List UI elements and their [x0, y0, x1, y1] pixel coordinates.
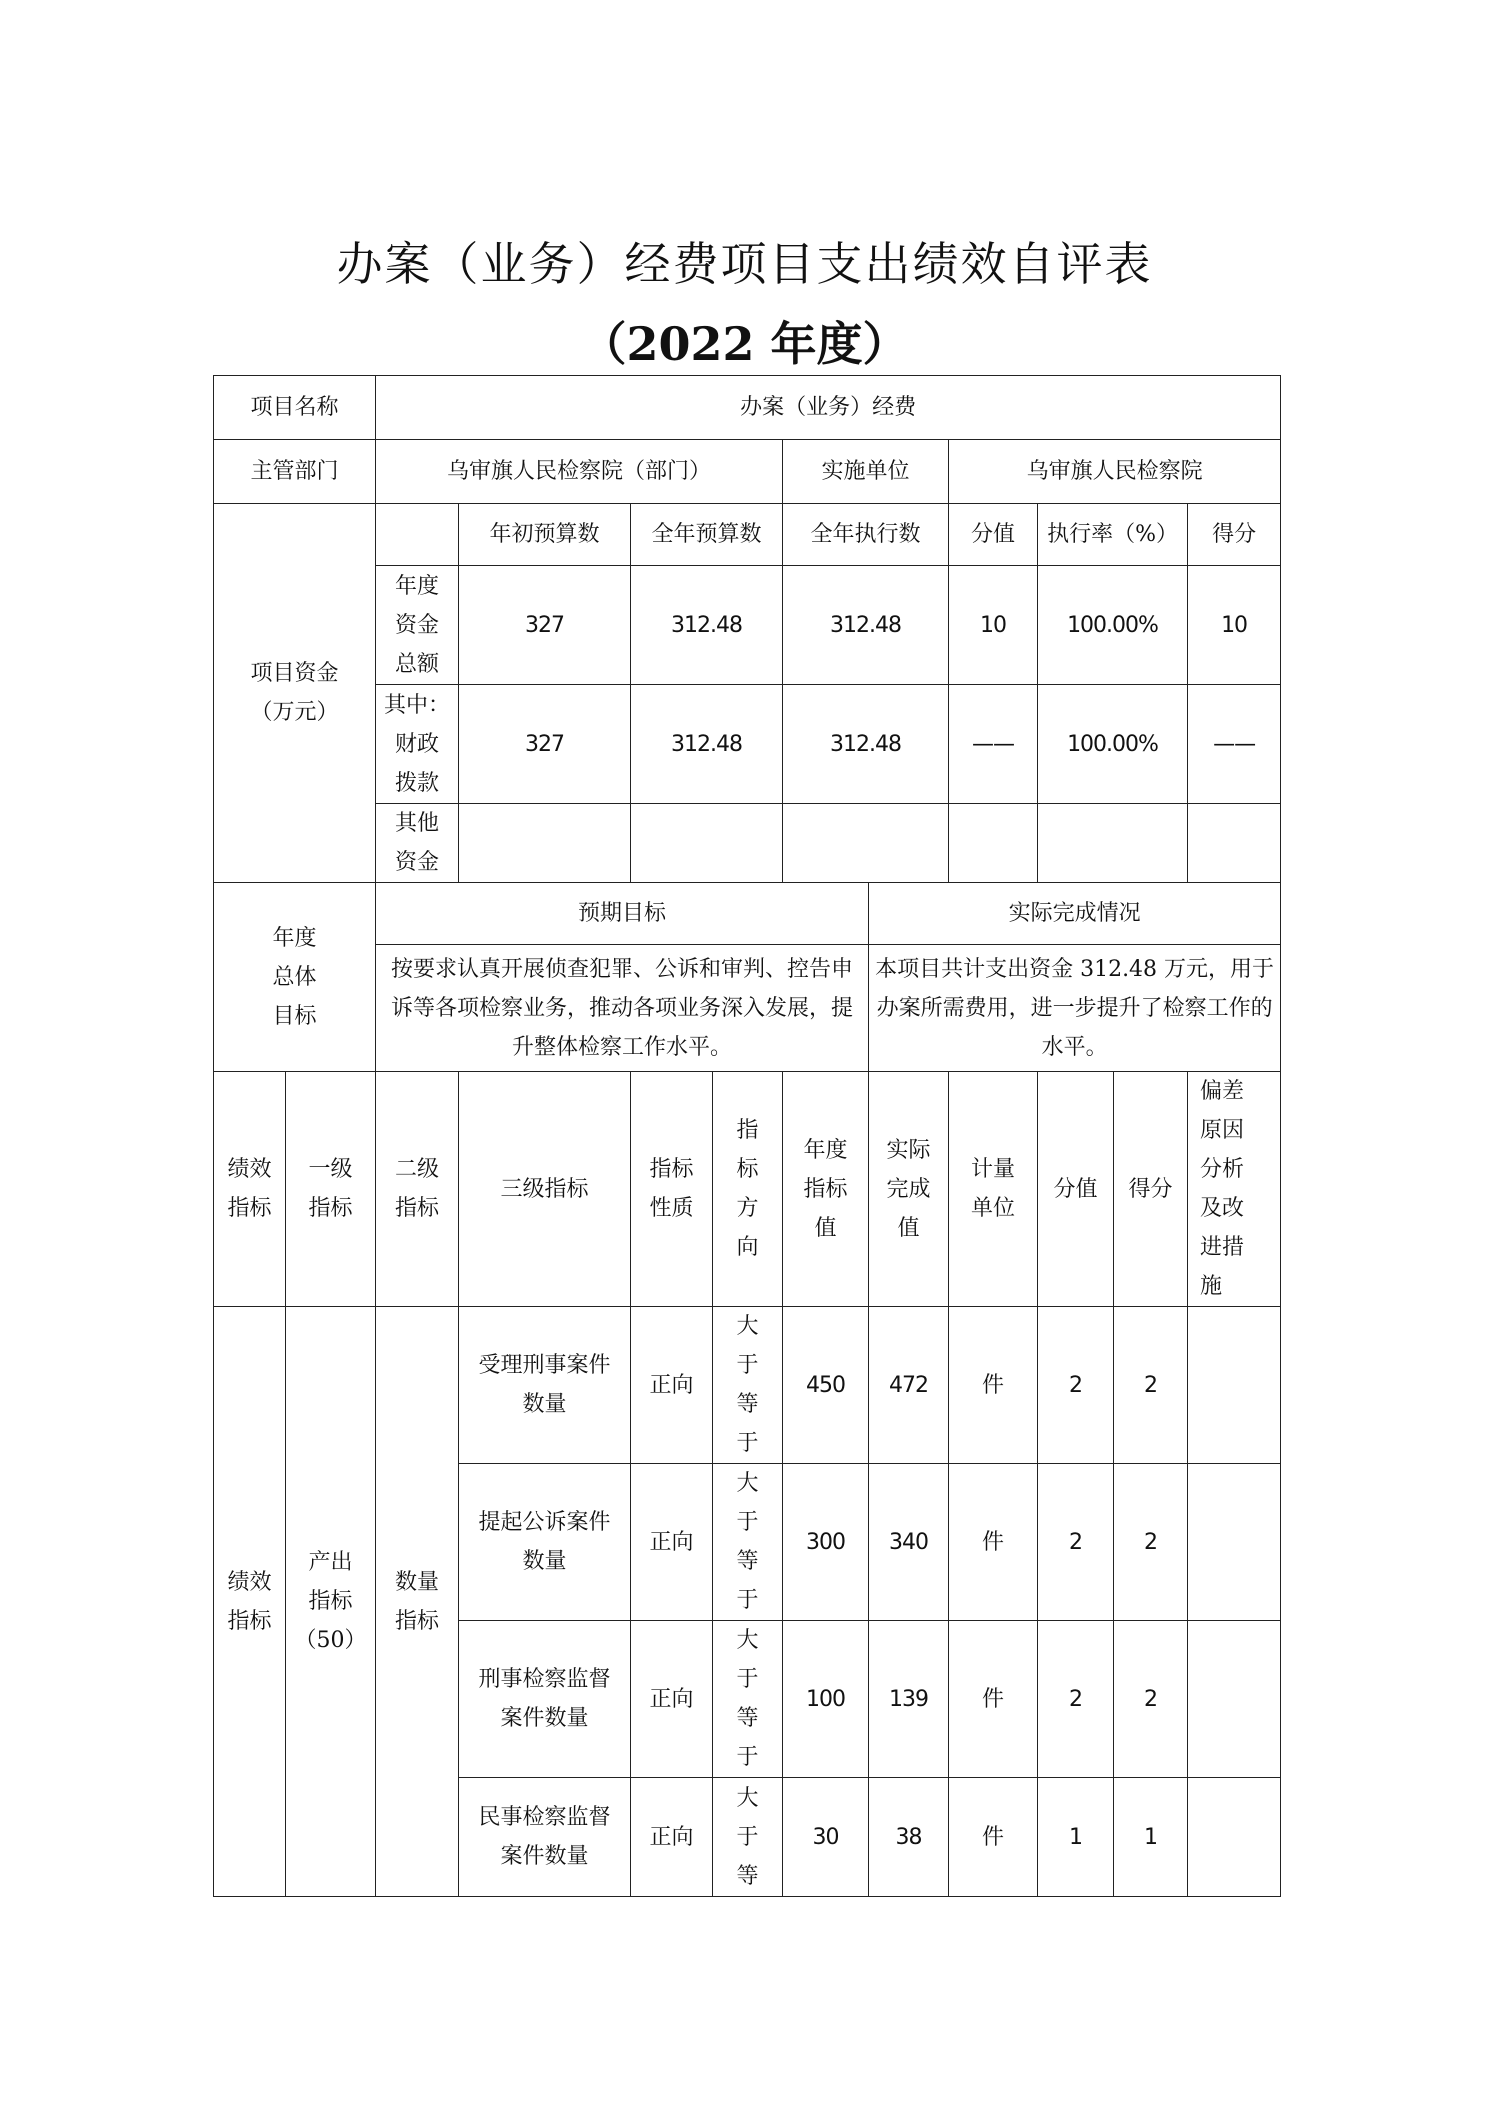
- indicator-nature: 正向: [631, 1621, 713, 1778]
- indicator-target: 300: [783, 1464, 869, 1621]
- indicator-header-target: 年度 指标 值: [783, 1072, 869, 1307]
- indicator-header-perf: 绩效 指标: [214, 1072, 286, 1307]
- indicator-score: 1: [1114, 1778, 1188, 1897]
- funds-row-label: 年度 资金 总额: [376, 566, 459, 685]
- department-label: 主管部门: [214, 440, 376, 504]
- funds-cell: 327: [459, 685, 631, 804]
- goals-expected-header: 预期目标: [376, 883, 869, 945]
- indicator-name: 提起公诉案件 数量: [459, 1464, 631, 1621]
- funds-header-execution-rate: 执行率（%）: [1038, 504, 1188, 566]
- funds-cell: [783, 804, 949, 883]
- project-name-label: 项目名称: [214, 376, 376, 440]
- indicator-direction: 大 于 等 于: [713, 1621, 783, 1778]
- indicator-header-deviation: 偏差 原因 分析 及改 进措 施: [1188, 1072, 1281, 1307]
- indicator-nature: 正向: [631, 1778, 713, 1897]
- indicator-target: 450: [783, 1307, 869, 1464]
- project-name-row: [214, 376, 1281, 440]
- funds-cell: ——: [949, 685, 1038, 804]
- funds-cell: [949, 804, 1038, 883]
- department-row: [214, 440, 1281, 504]
- funds-label: 项目资金 （万元）: [214, 504, 376, 883]
- indicator-header-score: 得分: [1114, 1072, 1188, 1307]
- funds-row-label: 其他 资金: [376, 804, 459, 883]
- indicator-header-level1: 一级 指标: [286, 1072, 376, 1307]
- indicator-deviation: [1188, 1778, 1281, 1897]
- indicator-header-actual: 实际 完成 值: [869, 1072, 949, 1307]
- indicator-actual: 472: [869, 1307, 949, 1464]
- indicator-unit: 件: [949, 1307, 1038, 1464]
- funds-header-row: [214, 504, 1281, 566]
- funds-header-initial-budget: 年初预算数: [459, 504, 631, 566]
- indicator-unit: 件: [949, 1778, 1038, 1897]
- indicator-target: 100: [783, 1621, 869, 1778]
- funds-cell: 312.48: [783, 566, 949, 685]
- self-evaluation-table: [213, 375, 1281, 1897]
- funds-cell: 312.48: [783, 685, 949, 804]
- funds-header-score-value: 分值: [949, 504, 1038, 566]
- funds-cell: ——: [1188, 685, 1281, 804]
- indicator-value: 2: [1038, 1621, 1114, 1778]
- funds-header-blank: [376, 504, 459, 566]
- indicator-value: 1: [1038, 1778, 1114, 1897]
- indicator-direction: 大 于 等 于: [713, 1307, 783, 1464]
- goals-label: 年度 总体 目标: [214, 883, 376, 1072]
- goals-expected-text: 按要求认真开展侦查犯罪、公诉和审判、控告申诉等各项检察业务，推动各项业务深入发展，提升整体检察工作水平。: [376, 945, 869, 1072]
- goals-actual-header: 实际完成情况: [869, 883, 1281, 945]
- funds-cell: [1188, 804, 1281, 883]
- indicator-score: 2: [1114, 1307, 1188, 1464]
- funds-cell: 100.00%: [1038, 685, 1188, 804]
- funds-cell: 312.48: [631, 685, 783, 804]
- indicator-header-row: [214, 1072, 1281, 1307]
- funds-cell: 312.48: [631, 566, 783, 685]
- goals-actual-text: 本项目共计支出资金 312.48 万元，用于办案所需费用，进一步提升了检察工作的水平。: [869, 945, 1281, 1072]
- funds-header-annual-budget: 全年预算数: [631, 504, 783, 566]
- funds-cell: [1038, 804, 1188, 883]
- goals-header-row: [214, 883, 1281, 945]
- funds-cell: 327: [459, 566, 631, 685]
- indicator-actual: 340: [869, 1464, 949, 1621]
- indicator-score: 2: [1114, 1464, 1188, 1621]
- indicator-nature: 正向: [631, 1307, 713, 1464]
- indicator-name: 受理刑事案件 数量: [459, 1307, 631, 1464]
- indicator-actual: 38: [869, 1778, 949, 1897]
- funds-cell: [459, 804, 631, 883]
- indicator-header-direction: 指 标 方 向: [713, 1072, 783, 1307]
- indicator-header-score-value: 分值: [1038, 1072, 1114, 1307]
- funds-cell: 10: [1188, 566, 1281, 685]
- indicator-header-unit: 计量 单位: [949, 1072, 1038, 1307]
- indicator-deviation: [1188, 1621, 1281, 1778]
- indicator-group-level2: 数量 指标: [376, 1307, 459, 1897]
- indicator-value: 2: [1038, 1464, 1114, 1621]
- implementing-unit-value: 乌审旗人民检察院: [949, 440, 1281, 504]
- indicator-group-perf: 绩效 指标: [214, 1307, 286, 1897]
- funds-row-label: 其中： 财政 拨款: [376, 685, 459, 804]
- indicator-header-nature: 指标 性质: [631, 1072, 713, 1307]
- indicator-header-level3: 三级指标: [459, 1072, 631, 1307]
- document-subtitle: （2022 年度）: [580, 317, 909, 371]
- document-title: 办案（业务）经费项目支出绩效自评表: [336, 237, 1153, 291]
- indicator-name: 民事检察监督 案件数量: [459, 1778, 631, 1897]
- funds-cell: 10: [949, 566, 1038, 685]
- indicator-score: 2: [1114, 1621, 1188, 1778]
- department-value: 乌审旗人民检察院（部门）: [376, 440, 783, 504]
- project-name-value: 办案（业务）经费: [376, 376, 1281, 440]
- indicator-header-level2: 二级 指标: [376, 1072, 459, 1307]
- funds-header-score: 得分: [1188, 504, 1281, 566]
- indicator-group-level1: 产出 指标 （50）: [286, 1307, 376, 1897]
- indicator-value: 2: [1038, 1307, 1114, 1464]
- indicator-actual: 139: [869, 1621, 949, 1778]
- indicator-deviation: [1188, 1464, 1281, 1621]
- indicator-unit: 件: [949, 1464, 1038, 1621]
- indicator-direction: 大 于 等: [713, 1778, 783, 1897]
- funds-cell: 100.00%: [1038, 566, 1188, 685]
- indicator-direction: 大 于 等 于: [713, 1464, 783, 1621]
- funds-cell: [631, 804, 783, 883]
- indicator-deviation: [1188, 1307, 1281, 1464]
- indicator-row: [214, 1307, 1281, 1464]
- indicator-nature: 正向: [631, 1464, 713, 1621]
- indicator-name: 刑事检察监督 案件数量: [459, 1621, 631, 1778]
- indicator-unit: 件: [949, 1621, 1038, 1778]
- funds-header-annual-execution: 全年执行数: [783, 504, 949, 566]
- indicator-target: 30: [783, 1778, 869, 1897]
- implementing-unit-label: 实施单位: [783, 440, 949, 504]
